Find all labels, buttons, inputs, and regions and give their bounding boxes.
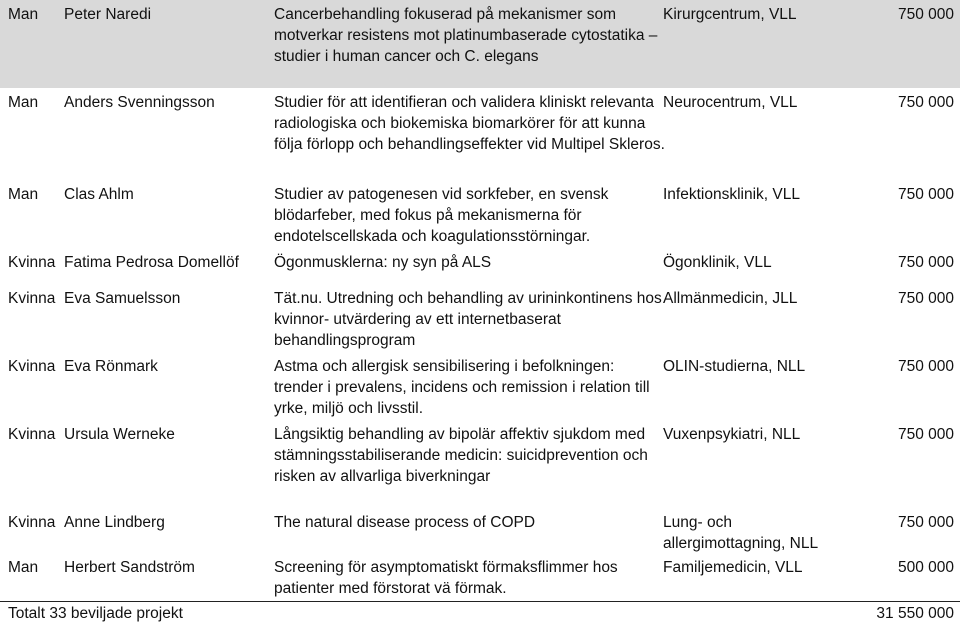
unit-cell: Neurocentrum, VLL (663, 94, 798, 111)
unit-cell: Vuxenpsykiatri, NLL (663, 426, 801, 443)
table-row (0, 352, 960, 420)
name-cell: Fatima Pedrosa Domellöf (64, 254, 239, 271)
amount-cell: 750 000 (897, 94, 954, 111)
total-amount: 31 550 000 (876, 605, 954, 622)
name-cell: Clas Ahlm (64, 186, 134, 203)
amount-cell: 750 000 (897, 514, 954, 531)
amount-cell: 750 000 (897, 358, 954, 375)
project-cell: Screening för asymptomatiskt förmaksflimmer hos patienter med förstorat vä förmak. (274, 559, 618, 597)
gender-cell: Man (8, 186, 39, 203)
name-cell: Peter Naredi (64, 6, 152, 23)
amount-cell: 500 000 (897, 559, 954, 576)
project-cell: Cancerbehandling fokuserad på mekanismer som motverkar resistens mot platinumbaserade cytostatika – studier i human cancer och C. elegans (274, 6, 658, 65)
project-cell: Studier av patogenesen vid sorkfeber, en svensk blödarfeber, med fokus på mekanismerna för endotelscellskada och koagulationsstörningar. (274, 186, 609, 245)
table-row (0, 284, 960, 352)
unit-cell: OLIN-studierna, NLL (663, 358, 806, 375)
table-row (0, 420, 960, 508)
total-row (0, 601, 960, 624)
gender-cell: Kvinna (8, 254, 56, 271)
amount-cell: 750 000 (897, 254, 954, 271)
gender-cell: Kvinna (8, 290, 56, 307)
name-cell: Eva Samuelsson (64, 290, 181, 307)
unit-cell: Familjemedicin, VLL (663, 559, 803, 576)
table-row (0, 248, 960, 284)
gender-cell: Kvinna (8, 358, 56, 375)
unit-cell: Ögonklinik, VLL (663, 254, 772, 271)
amount-cell: 750 000 (897, 290, 954, 307)
unit-cell: Allmänmedicin, JLL (663, 290, 798, 307)
total-label: Totalt 33 beviljade projekt (8, 605, 183, 622)
table-row (0, 553, 960, 601)
project-cell: Astma och allergisk sensibilisering i befolkningen: trender i prevalens, incidens och remission i relation till yrke, miljö och livsstil. (274, 358, 650, 417)
gender-cell: Man (8, 6, 39, 23)
project-cell: Långsiktig behandling av bipolär affektiv sjukdom med stämningsstabiliserande medicin: suicidprevention och risken av allvarliga biverkningar (274, 426, 648, 485)
unit-cell: Infektionsklinik, VLL (663, 186, 800, 203)
amount-cell: 750 000 (897, 6, 954, 23)
name-cell: Anders Svenningsson (64, 94, 215, 111)
table-row (0, 180, 960, 248)
gender-cell: Man (8, 94, 39, 111)
name-cell: Anne Lindberg (64, 514, 165, 531)
table-row (0, 508, 960, 554)
amount-cell: 750 000 (897, 426, 954, 443)
project-cell: Tät.nu. Utredning och behandling av urininkontinens hos kvinnor- utvärdering av ett internetbaserat behandlingsprogram (274, 290, 662, 349)
name-cell: Ursula Werneke (64, 426, 175, 443)
project-cell: The natural disease process of COPD (274, 514, 536, 531)
table-row (0, 88, 960, 184)
project-cell: Ögonmusklerna: ny syn på ALS (274, 254, 492, 271)
unit-cell: Kirurgcentrum, VLL (663, 6, 797, 23)
name-cell: Herbert Sandström (64, 559, 195, 576)
gender-cell: Man (8, 559, 39, 576)
gender-cell: Kvinna (8, 426, 56, 443)
name-cell: Eva Rönmark (64, 358, 158, 375)
amount-cell: 750 000 (897, 186, 954, 203)
gender-cell: Kvinna (8, 514, 56, 531)
project-cell: Studier för att identifieran och validera kliniskt relevanta radiologiska och biokemiska biomarkörer för att kunna följa förlopp och behandlingseffekter vid Multipel Skleros. (274, 94, 665, 153)
table-row (0, 0, 960, 88)
unit-cell: Lung- och allergimottagning, NLL (663, 514, 819, 552)
